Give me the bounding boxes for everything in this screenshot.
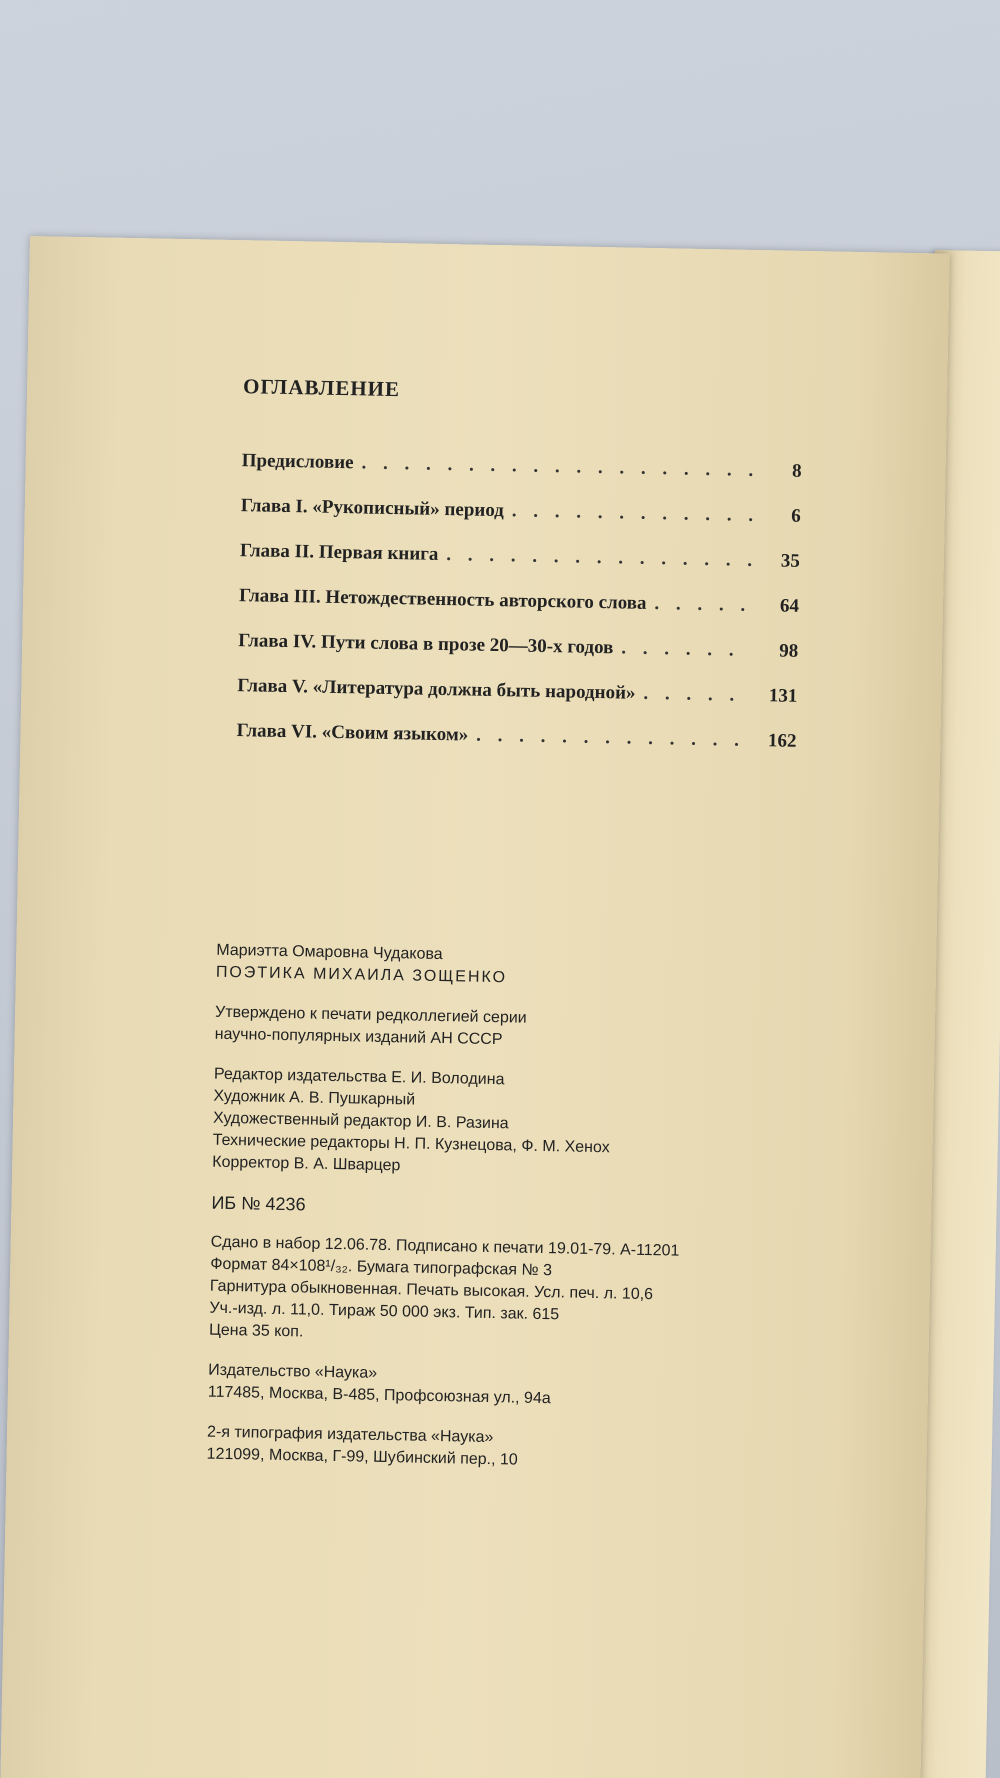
toc-chapter-title: Глава III. Нетождественность авторского слова bbox=[238, 585, 647, 614]
credits bbox=[212, 1064, 834, 1186]
toc-page-number: 8 bbox=[791, 460, 802, 482]
toc-dot-leader bbox=[476, 725, 749, 752]
print-details bbox=[209, 1232, 831, 1354]
credit-line: Художественный редактор И. В. Разина bbox=[212, 1109, 509, 1133]
publisher-address: 117485, Москва, В-485, Профсоюзная ул., 94а bbox=[207, 1383, 551, 1408]
imprint-section bbox=[206, 940, 836, 1496]
credit-line: Технические редакторы Н. П. Кузнецова, Ф. М. Хенох bbox=[212, 1131, 610, 1157]
credit-line: Художник А. В. Пушкарный bbox=[213, 1087, 416, 1109]
ib-number: ИБ № 4236 bbox=[211, 1192, 306, 1215]
print-detail-line: Формат 84×108¹/₃₂. Бумага типографская № 3 bbox=[210, 1255, 553, 1280]
ib-block bbox=[211, 1192, 831, 1226]
toc-page-number: 6 bbox=[791, 505, 801, 527]
toc-page-number: 35 bbox=[780, 550, 801, 572]
toc-chapter-title: Глава IV. Пути слова в прозе 20—30-х годов bbox=[238, 630, 614, 659]
toc-chapter-title: Глава I. «Рукописный» период bbox=[240, 495, 505, 522]
toc-dot-leader bbox=[621, 637, 750, 661]
print-detail-line: Гарнитура обыкновенная. Печать высокая. Усл. печ. л. 10,6 bbox=[209, 1277, 654, 1304]
publisher-name: Издательство «Наука» bbox=[208, 1361, 378, 1382]
toc-chapter-title: Глава II. Первая книга bbox=[239, 540, 439, 565]
book-identity bbox=[216, 940, 837, 996]
toc-dot-leader bbox=[654, 593, 751, 617]
toc-heading: ОГЛАВЛЕНИЕ bbox=[242, 374, 401, 402]
approval-line: научно-популярных изданий АН СССР bbox=[214, 1025, 503, 1049]
toc-dot-leader bbox=[446, 544, 752, 572]
printer-address: 121099, Москва, Г-99, Шубинский пер., 10 bbox=[206, 1445, 518, 1469]
publisher-block bbox=[208, 1360, 829, 1416]
toc-entry bbox=[236, 720, 797, 776]
printer-block bbox=[206, 1422, 827, 1478]
toc-page-number: 162 bbox=[767, 730, 797, 752]
toc-page-number: 64 bbox=[779, 595, 800, 617]
toc-chapter-title: Глава V. «Литература должна быть народной» bbox=[237, 675, 636, 704]
credit-line: Редактор издательства Е. И. Володина bbox=[213, 1065, 505, 1089]
approval-line: Утверждено к печати редколлегией серии bbox=[214, 1003, 527, 1027]
toc-dot-leader bbox=[643, 683, 749, 707]
toc-page-number: 131 bbox=[768, 685, 798, 707]
table-of-contents bbox=[236, 450, 802, 776]
printer-name: 2-я типография издательства «Наука» bbox=[206, 1423, 494, 1447]
toc-chapter-title: Глава VI. «Своим языком» bbox=[236, 720, 469, 746]
book-page bbox=[0, 236, 950, 1778]
book-title: ПОЭТИКА МИХАИЛА ЗОЩЕНКО bbox=[215, 963, 508, 987]
approval-note bbox=[214, 1002, 835, 1058]
print-detail-line: Сдано в набор 12.06.78. Подписано к печати 19.01-79. А-11201 bbox=[210, 1233, 680, 1260]
credit-line: Корректор В. А. Шварцер bbox=[212, 1153, 401, 1175]
toc-page-number: 98 bbox=[778, 640, 799, 662]
price: Цена 35 коп. bbox=[208, 1321, 304, 1341]
print-detail-line: Уч.-изд. л. 11,0. Тираж 50 000 экз. Тип. зак. 615 bbox=[209, 1299, 560, 1324]
toc-dot-leader bbox=[361, 452, 753, 482]
author-name: Мариэтта Омаровна Чудакова bbox=[216, 941, 443, 964]
toc-dot-leader bbox=[512, 500, 753, 527]
toc-chapter-title: Предисловие bbox=[241, 450, 354, 474]
